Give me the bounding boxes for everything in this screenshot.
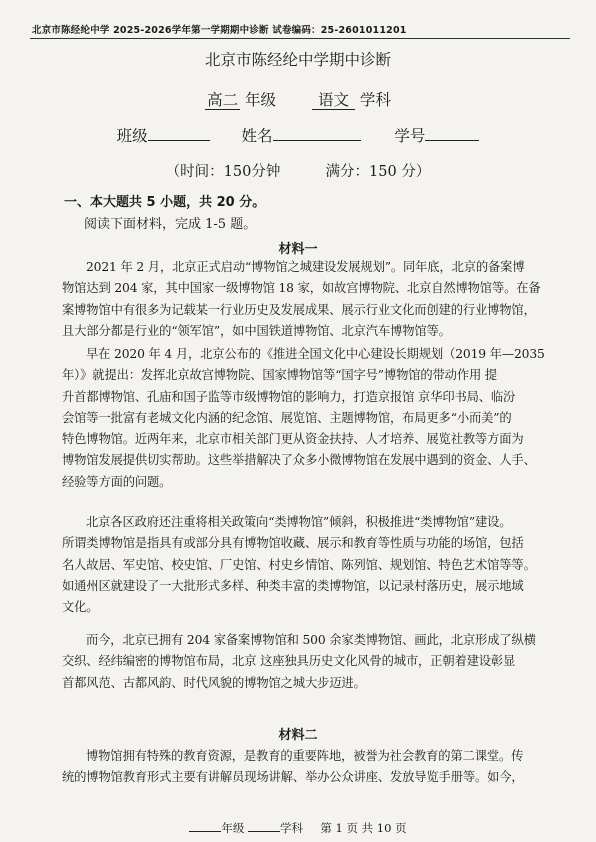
- text-line: 文化。: [62, 600, 99, 615]
- class-field[interactable]: [148, 126, 210, 141]
- footer-grade-blank: [189, 821, 221, 832]
- page-footer: [0, 820, 596, 836]
- text-line: 年）》就提出：发挥北京故宫博物院、国家博物馆等“国字号”博物馆的带动作用 提: [62, 368, 498, 383]
- page-number: 第 1 页 共 10 页: [320, 821, 407, 835]
- section-instruction: 阅读下面材料，完成 1-5 题。: [84, 217, 257, 232]
- text-line: 早在 2020 年 4 月，北京公布的《推进全国文化中心建设长期规划（2019 年—2035: [86, 347, 545, 361]
- student-info-line: [0, 124, 596, 146]
- text-line: 会馆等一批富有老城文化内涵的纪念馆、展览馆、主题博物馆，布局更多“小而美”的: [62, 410, 512, 425]
- id-label: 学号: [394, 127, 426, 145]
- header-divider: [30, 38, 570, 39]
- text-line: 博物馆发展提供切实帮助。这些举措解决了众多小微博物馆在发展中遇到的资金、人手、: [62, 453, 536, 468]
- text-line: 升首都博物馆、孔庙和国子监等市级博物馆的影响力，打造京报馆 京华印书局、临汾: [62, 389, 516, 404]
- material1-paragraph-4: [62, 630, 564, 694]
- text-line: 所谓类博物馆是指具有或部分具有博物馆收藏、展示和教育等性质与功能的场馆，包括: [62, 536, 524, 551]
- class-label: 班级: [116, 127, 148, 145]
- text-line: 交织、经纬编密的博物馆布局，北京 这座独具历史文化风骨的城市，正朝着建设彰显: [62, 654, 516, 669]
- exam-header: 北京市陈经纶中学 2025-2026学年第一学期期中诊断 试卷编码：25-2601011201: [32, 25, 407, 36]
- grade-subject-line: [0, 88, 596, 110]
- score-info: 满分：150 分）: [325, 164, 431, 180]
- material1-paragraph-2: [62, 344, 564, 493]
- text-line: 统的博物馆教育形式主要有讲解员现场讲解、举办公众讲座、发放导览手册等。如今，: [62, 770, 524, 785]
- student-id-field[interactable]: [425, 126, 479, 141]
- text-line: 案博物馆中有很多为记载某一行业历史及发展成果、展示行业文化而创建的行业博物馆，: [62, 302, 536, 317]
- grade-value: 高二: [207, 91, 239, 109]
- material2-paragraph-1: [62, 746, 564, 789]
- material1-paragraph-1: [62, 257, 564, 342]
- subject-value: 语文: [312, 91, 355, 110]
- grade-suffix: 年级: [245, 91, 277, 109]
- text-line: 2021 年 2 月，北京正式启动“博物馆之城建设发展规划”。同年底，北京的备案博: [86, 260, 525, 274]
- footer-subject-label: 学科: [280, 821, 304, 835]
- footer-grade-label: 年级: [221, 821, 245, 835]
- exam-info-line: [0, 160, 596, 181]
- footer-subject-blank: [248, 821, 280, 832]
- exam-title: 北京市陈经纶中学期中诊断: [204, 51, 391, 69]
- text-line: 首都风范、古都风韵、时代风貌的博物馆之城大步迈进。: [62, 675, 366, 690]
- text-line: 经验等方面的问题。: [62, 474, 172, 489]
- text-line: 且大部分都是行业的“领军馆”，如中国铁道博物馆、北京汽车博物馆等。: [62, 323, 451, 338]
- material1-paragraph-3: [62, 512, 564, 618]
- material1-title: 材料一: [278, 242, 318, 257]
- section-heading: 一、本大题共 5 小题，共 20 分。: [64, 195, 266, 210]
- text-line: 物馆达到 204 家，其中国家一级博物馆 18 家，如故宫博物院、北京自然博物馆等。在备: [62, 281, 541, 296]
- time-info: （时间：150分钟: [165, 164, 281, 180]
- subject-suffix: 学科: [359, 91, 391, 109]
- text-line: 北京各区政府还注重将相关政策向“类博物馆”倾斜，积极推进“类博物馆”建设。: [86, 515, 512, 529]
- text-line: 而今，北京已拥有 204 家备案博物馆和 500 余家类博物馆、画此，北京形成了纵横: [86, 633, 536, 647]
- name-field[interactable]: [273, 126, 361, 141]
- material2-title: 材料二: [278, 728, 318, 743]
- text-line: 名人故居、军史馆、校史馆、厂史馆、村史乡情馆、陈列馆、规划馆、特色艺术馆等等。: [62, 557, 536, 572]
- name-label: 姓名: [241, 127, 273, 145]
- text-line: 特色博物馆。近两年来，北京市相关部门更从资金扶持、人才培养、展览社教等方面为: [62, 432, 524, 447]
- text-line: 博物馆拥有特殊的教育资源，是教育的重要阵地，被誉为社会教育的第二课堂。传: [86, 749, 524, 763]
- text-line: 如通州区就建设了一大批形式多样、种类丰富的类博物馆，以记录村落历史，展示地域: [62, 578, 524, 593]
